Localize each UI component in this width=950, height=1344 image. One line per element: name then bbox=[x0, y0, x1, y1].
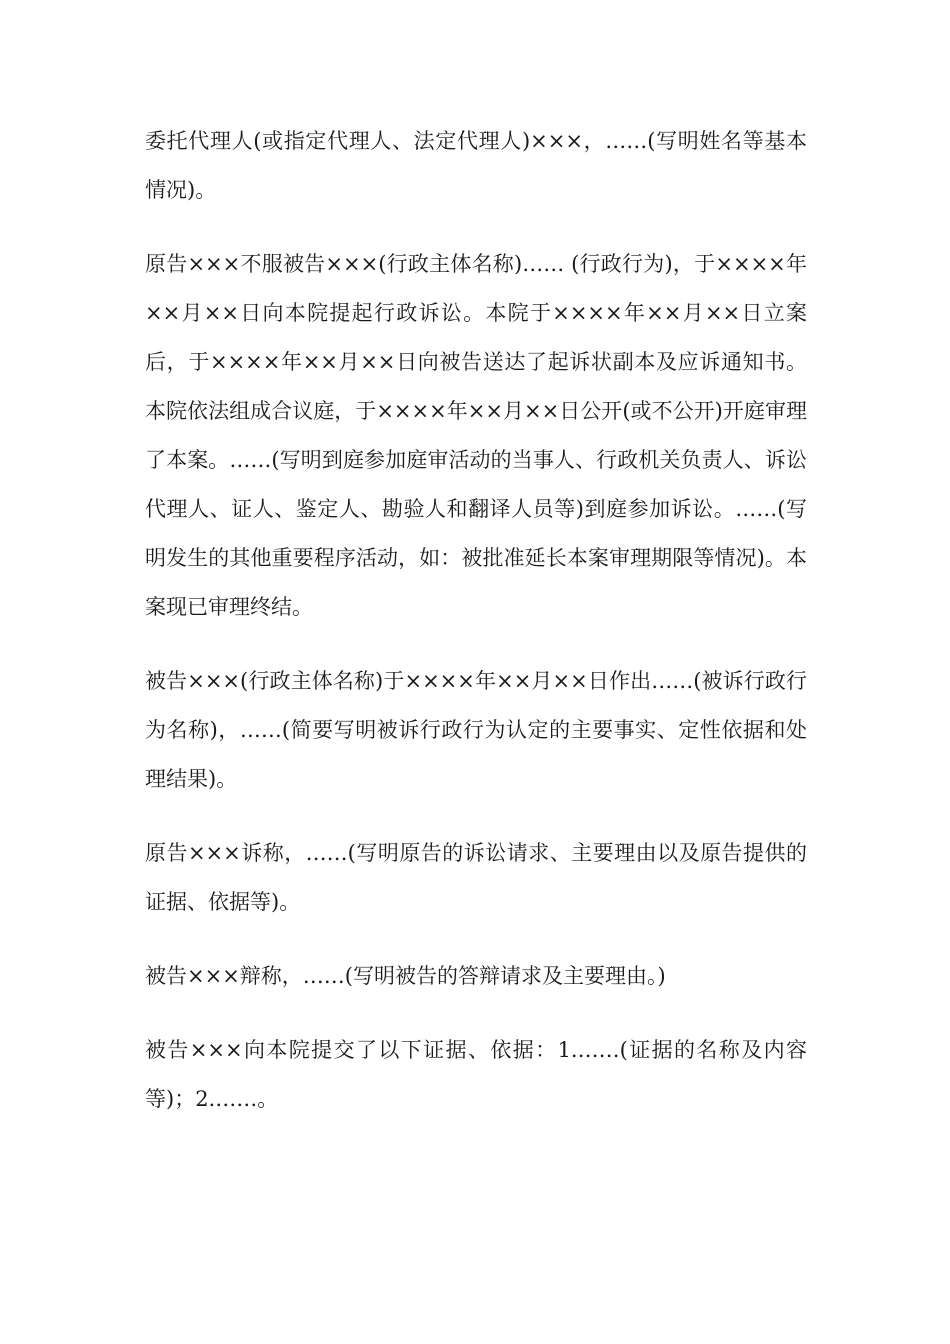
paragraph-defendant-defense: 被告×××辩称，……(写明被告的答辩请求及主要理由。) bbox=[145, 964, 666, 988]
paragraph-agent: 委托代理人(或指定代理人、法定代理人)×××，……(写明姓名等基本情况)。 bbox=[145, 129, 807, 202]
paragraph-defendant-evidence: 被告×××向本院提交了以下证据、依据：1.……(证据的名称及内容等)；2.……。 bbox=[145, 1038, 807, 1111]
paragraph-administrative-act: 被告×××(行政主体名称)于××××年××月××日作出……(被诉行政行为名称)，……(简要写明被诉行政行为认定的主要事实、定性依据和处理结果)。 bbox=[145, 669, 807, 791]
paragraph-plaintiff-claim: 原告×××诉称，……(写明原告的诉讼请求、主要理由以及原告提供的证据、依据等)。 bbox=[145, 841, 807, 914]
paragraph-procedure: 原告×××不服被告×××(行政主体名称)…… (行政行为)，于××××年××月××日向本院提起行政诉讼。本院于××××年××月××日立案后，于××××年××月××日向被告送达了起诉状副本及应诉通知书。本院依法组成合议庭，于××××年××月××日公开(或不公开)开庭审理了本案。……(写明到庭参加庭审活动的当事人、行政机关负责人、诉讼代理人、证人、鉴定人、勘验人和翻译人员等)到庭参加诉讼。……(写明发生的其他重要程序活动，如：被批准延长本案审理期限等情况)。本案现已审理终结。 bbox=[145, 252, 807, 619]
document-body bbox=[145, 117, 807, 1149]
